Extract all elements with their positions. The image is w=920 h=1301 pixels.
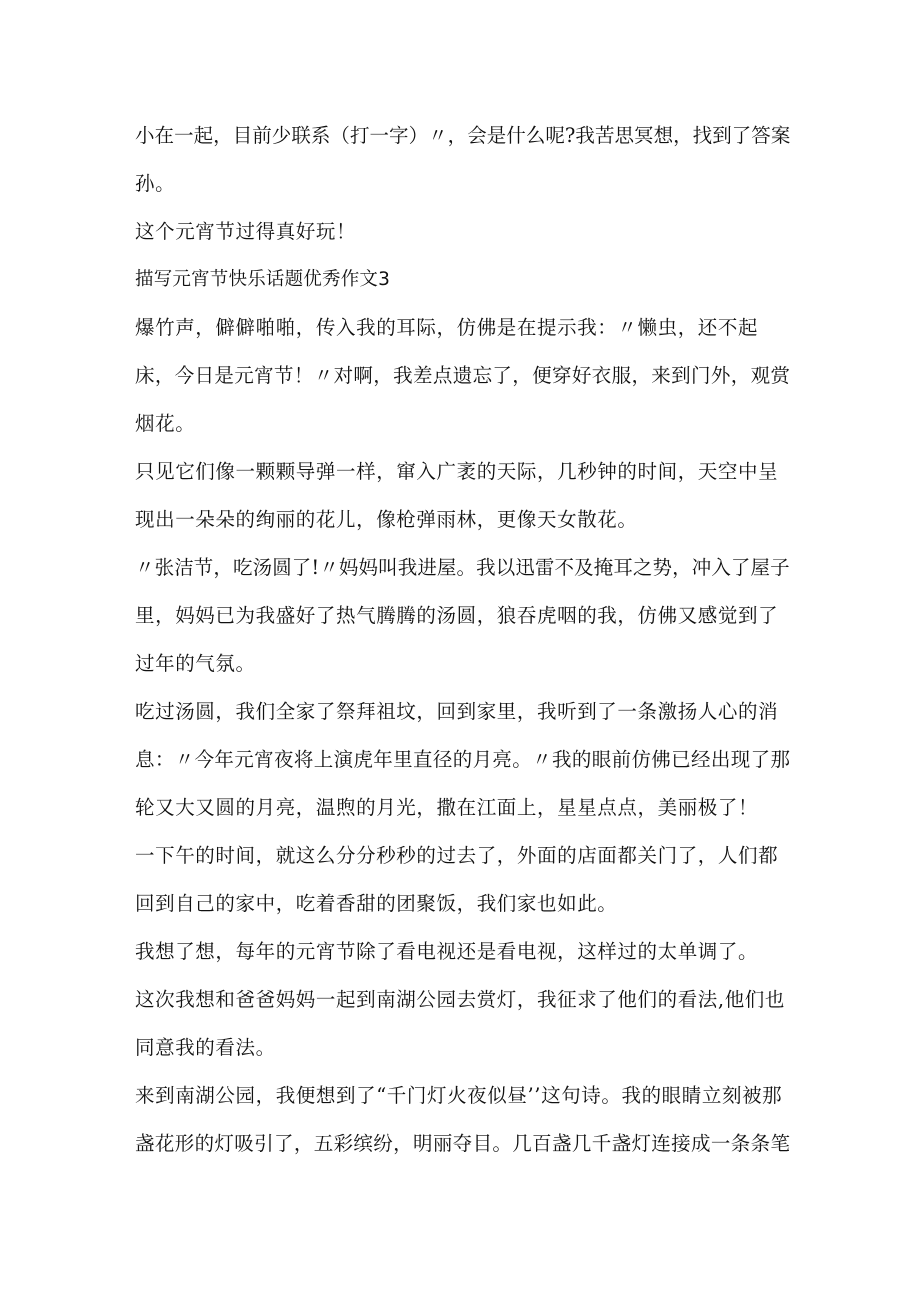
text-line: 里，妈妈已为我盛好了热气腾腾的汤圆，狼吞虎咽的我，仿佛又感觉到了 — [135, 604, 779, 627]
text-line: 爆竹声，僻僻啪啪，传入我的耳际，仿佛是在提示我：〃懒虫，还不起 — [135, 316, 759, 339]
text-line: 我想了想，每年的元宵节除了看电视还是看电视，这样过的太单调了。 — [135, 940, 759, 963]
text-line: 回到自己的家中，吃着香甜的团聚饭，我们家也如此。 — [135, 892, 618, 915]
text-line: 小在一起，目前少联系（打一字）〃，会是什么呢?我苦思冥想，找到了答案 — [135, 124, 791, 147]
text-line: 过年的气氛。 — [135, 652, 256, 675]
text-line: 吃过汤圆，我们全家了祭拜祖坟，回到家里，我听到了一条激扬人心的消 — [135, 700, 779, 723]
text-line: 息：〃今年元宵夜将上演虎年里直径的月亮。〃我的眼前仿佛已经出现了那 — [135, 748, 791, 771]
text-line: 床，今日是元宵节！〃对啊，我差点遗忘了，便穿好衣服，来到门外，观赏 — [135, 364, 791, 387]
text-line: 轮又大又圆的月亮，温煦的月光，撒在江面上，星星点点，美丽极了！ — [135, 796, 759, 819]
text-line: 〃张洁节，吃汤圆了!〃妈妈叫我进屋。我以迅雷不及掩耳之势，冲入了屋子 — [135, 556, 790, 579]
text-line: 现出一朵朵的绚丽的花儿，像枪弹雨林，更像天女散花。 — [135, 508, 638, 531]
text-line: 这次我想和爸爸妈妈一起到南湖公园去赏灯，我征求了他们的看法,他们也 — [135, 988, 785, 1011]
text-line: 只见它们像一颗颗导弹一样，窜入广袤的天际，几秒钟的时间，天空中呈 — [135, 460, 779, 483]
text-line: 盏花形的灯吸引了，五彩缤纷，明丽夺目。几百盏几千盏灯连接成一条条笔 — [135, 1132, 791, 1155]
text-line: 烟花。 — [135, 412, 196, 435]
text-line: 同意我的看法。 — [135, 1036, 276, 1059]
text-line: 一下午的时间，就这么分分秒秒的过去了，外面的店面都关门了，人们都 — [135, 844, 779, 867]
text-line: 这个元宵节过得真好玩！ — [135, 220, 357, 243]
text-line: 孙。 — [135, 172, 176, 195]
section-heading: 描写元宵节快乐话题优秀作文3 — [135, 269, 391, 290]
text-line: 来到南湖公园，我便想到了“千门灯火夜似昼’’这句诗。我的眼睛立刻被那 — [135, 1084, 783, 1107]
